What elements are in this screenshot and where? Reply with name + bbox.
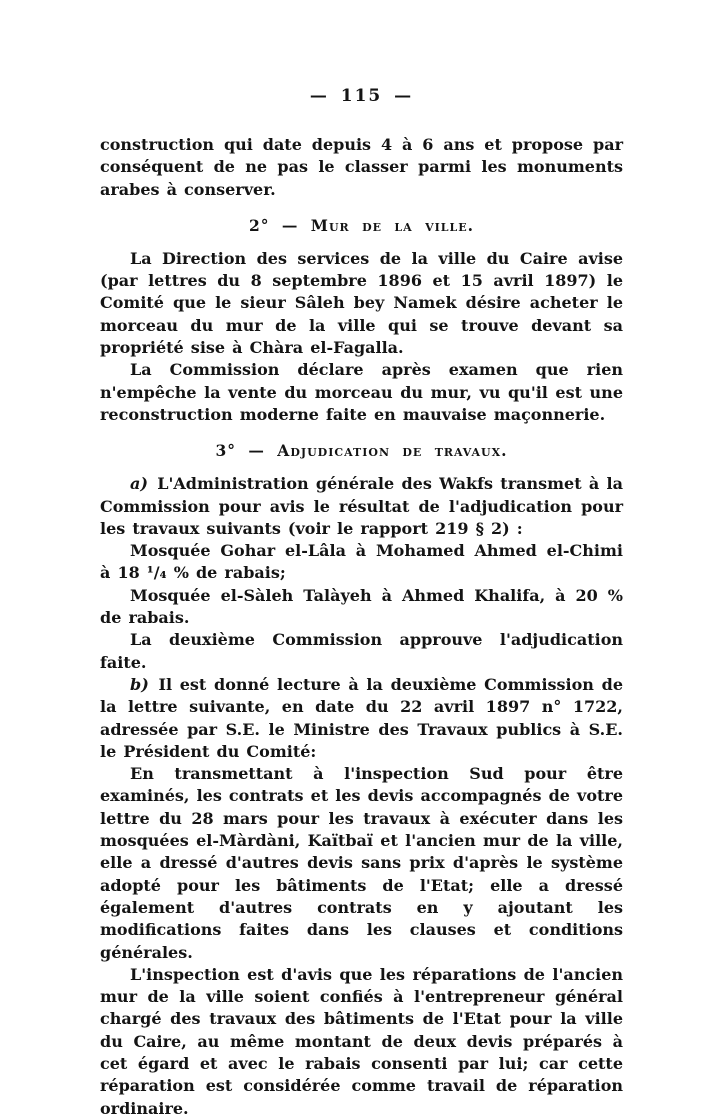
section-heading-adjudication-travaux: 3° — Adjudication de travaux. bbox=[215, 441, 508, 461]
item-b-marker: b) bbox=[130, 674, 149, 694]
paragraph-letter-inspection-avis: L'inspection est d'avis que les réparations de l'ancien mur de la ville soient confiés à l'entrepreneur général chargé des travaux des bâtiments de l'Etat pour la ville du Caire, au même montant de deux devis préparés à cet égard et avec le rabais consenti par lui; car cette réparation est considérée comme travail de réparation ordinaire. bbox=[100, 964, 623, 1118]
item-b-text: Il est donné lecture à la deuxième Commission de la lettre suivante, en date du 22 avril 1897 n° 1722, adressée par S.E. le Ministre des Travaux publics à S.E. le Président du Comité: bbox=[100, 674, 623, 761]
paragraph-mosquee-saleh: Mosquée el-Sàleh Talàyeh à Ahmed Khalifa, à 20 % de rabais. bbox=[100, 585, 623, 628]
paragraph-direction-services: La Direction des services de la ville du Caire avise (par lettres du 8 septembre 1896 et 15 avril 1897) le Comité que le sieur Sâleh bey Namek désire acheter le morceau du mur de la ville qui se trouve devant sa propriété sise à Chàra el-Fagalla. bbox=[100, 248, 623, 358]
paragraph-mosquee-gohar: Mosquée Gohar el-Lâla à Mohamed Ahmed el-Chimi à 18 ¹/₄ % de rabais; bbox=[100, 541, 623, 583]
paragraph-item-b bbox=[100, 674, 623, 763]
paragraph-intro: construction qui date depuis 4 à 6 ans et propose par conséquent de ne pas le classer parmi les monuments arabes à conserver. bbox=[100, 135, 623, 199]
paragraph-commission-approuve: La deuxième Commission approuve l'adjudication faite. bbox=[100, 630, 623, 672]
paragraph-item-a bbox=[100, 473, 623, 540]
item-a-text: L'Administration générale des Wakfs transmet à la Commission pour avis le résultat de l'adjudication pour les travaux suivants (voir le rapport 219 § 2) : bbox=[100, 474, 623, 538]
paragraph-commission-declare: La Commission déclare après examen que rien n'empêche la vente du morceau du mur, vu qu'il est une reconstruction moderne faite en mauvaise maçonnerie. bbox=[100, 360, 623, 424]
item-a-marker: a) bbox=[130, 474, 148, 494]
paragraph-letter-transmettant: En transmettant à l'inspection Sud pour être examinés, les contrats et les devis accompagnés de votre lettre du 28 mars pour les travaux à exécuter dans les mosquées el-Màrdàni, Kaïtbaï et l'ancien mur de la ville, elle a dressé d'autres devis sans prix d'après le système adopté pour les bâtiments de l'Etat; elle a dressé également d'autres contrats en y ajoutant les modifications faites dans les clauses et conditions générales. bbox=[100, 764, 623, 962]
page-number: — 115 — bbox=[309, 86, 414, 106]
section-heading-mur-de-la-ville: 2° — Mur de la ville. bbox=[248, 215, 475, 235]
